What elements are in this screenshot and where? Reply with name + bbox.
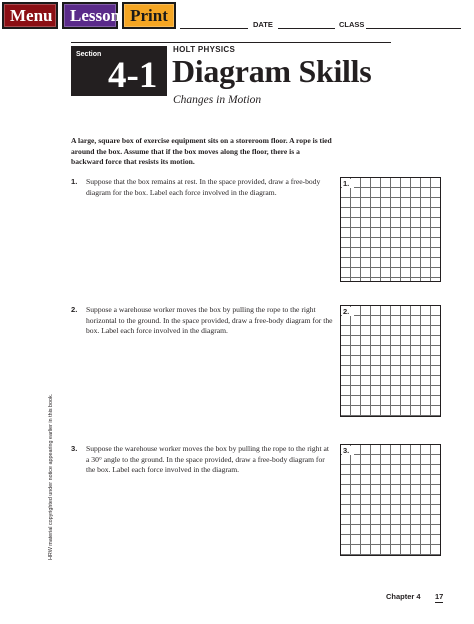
question-3: [71, 444, 333, 476]
question-text: Suppose the warehouse worker moves the box by pulling the rope to the right at a 30° angle to the ground. In the space provided, draw a free-body diagram for the box. Label each force involved in the diagram.: [86, 444, 329, 475]
question-number: 2.: [71, 305, 78, 314]
question-2: [71, 305, 333, 337]
question-text: Suppose that the box remains at rest. In the space provided, draw a free-body diagram for the box. Label each force involved in the diagram.: [86, 177, 321, 197]
name-line: [180, 28, 248, 29]
copyright-note: HRW material copyrighted under notice appearing earlier in this book.: [48, 393, 54, 560]
date-label: DATE: [253, 20, 273, 29]
header-fields: [180, 19, 461, 29]
question-text: Suppose a warehouse worker moves the box by pulling the rope to the right horizontal to the ground. In the space provided, draw a free-body diagram for the box. Label each force involved in the diagram.: [86, 305, 333, 336]
class-label: CLASS: [339, 20, 365, 29]
publisher-name: HOLT PHYSICS: [173, 45, 236, 54]
page-title: Diagram Skills: [172, 53, 372, 89]
question-number: 3.: [71, 444, 78, 453]
grid-label: 1.: [342, 179, 354, 188]
lesson-button[interactable]: Lesson: [62, 2, 118, 29]
grid-label: 2.: [342, 307, 354, 316]
section-label: Section: [76, 51, 102, 58]
nav-bar: [2, 2, 176, 29]
section-number: 4-1: [108, 55, 158, 96]
menu-button[interactable]: Menu: [2, 2, 58, 29]
print-button[interactable]: Print: [122, 2, 176, 29]
answer-grid-3[interactable]: [340, 444, 441, 556]
answer-grid-1[interactable]: [340, 177, 441, 282]
question-1: [71, 177, 333, 198]
footer-chapter: Chapter 4: [386, 592, 421, 601]
section-rule: [71, 42, 391, 43]
answer-grid-2[interactable]: [340, 305, 441, 417]
date-line: [278, 28, 335, 29]
grid-label: 3.: [342, 446, 354, 455]
intro-paragraph: A large, square box of exercise equipment sits on a storeroom floor. A rope is tied around the box. Assume that if the box moves along the floor, there is a backward force that resists its motion.: [71, 136, 332, 167]
page-number: 17: [435, 592, 444, 601]
page-subtitle: Changes in Motion: [173, 94, 262, 106]
question-number: 1.: [71, 177, 78, 186]
class-line: [366, 28, 461, 29]
section-badge: [71, 46, 167, 96]
